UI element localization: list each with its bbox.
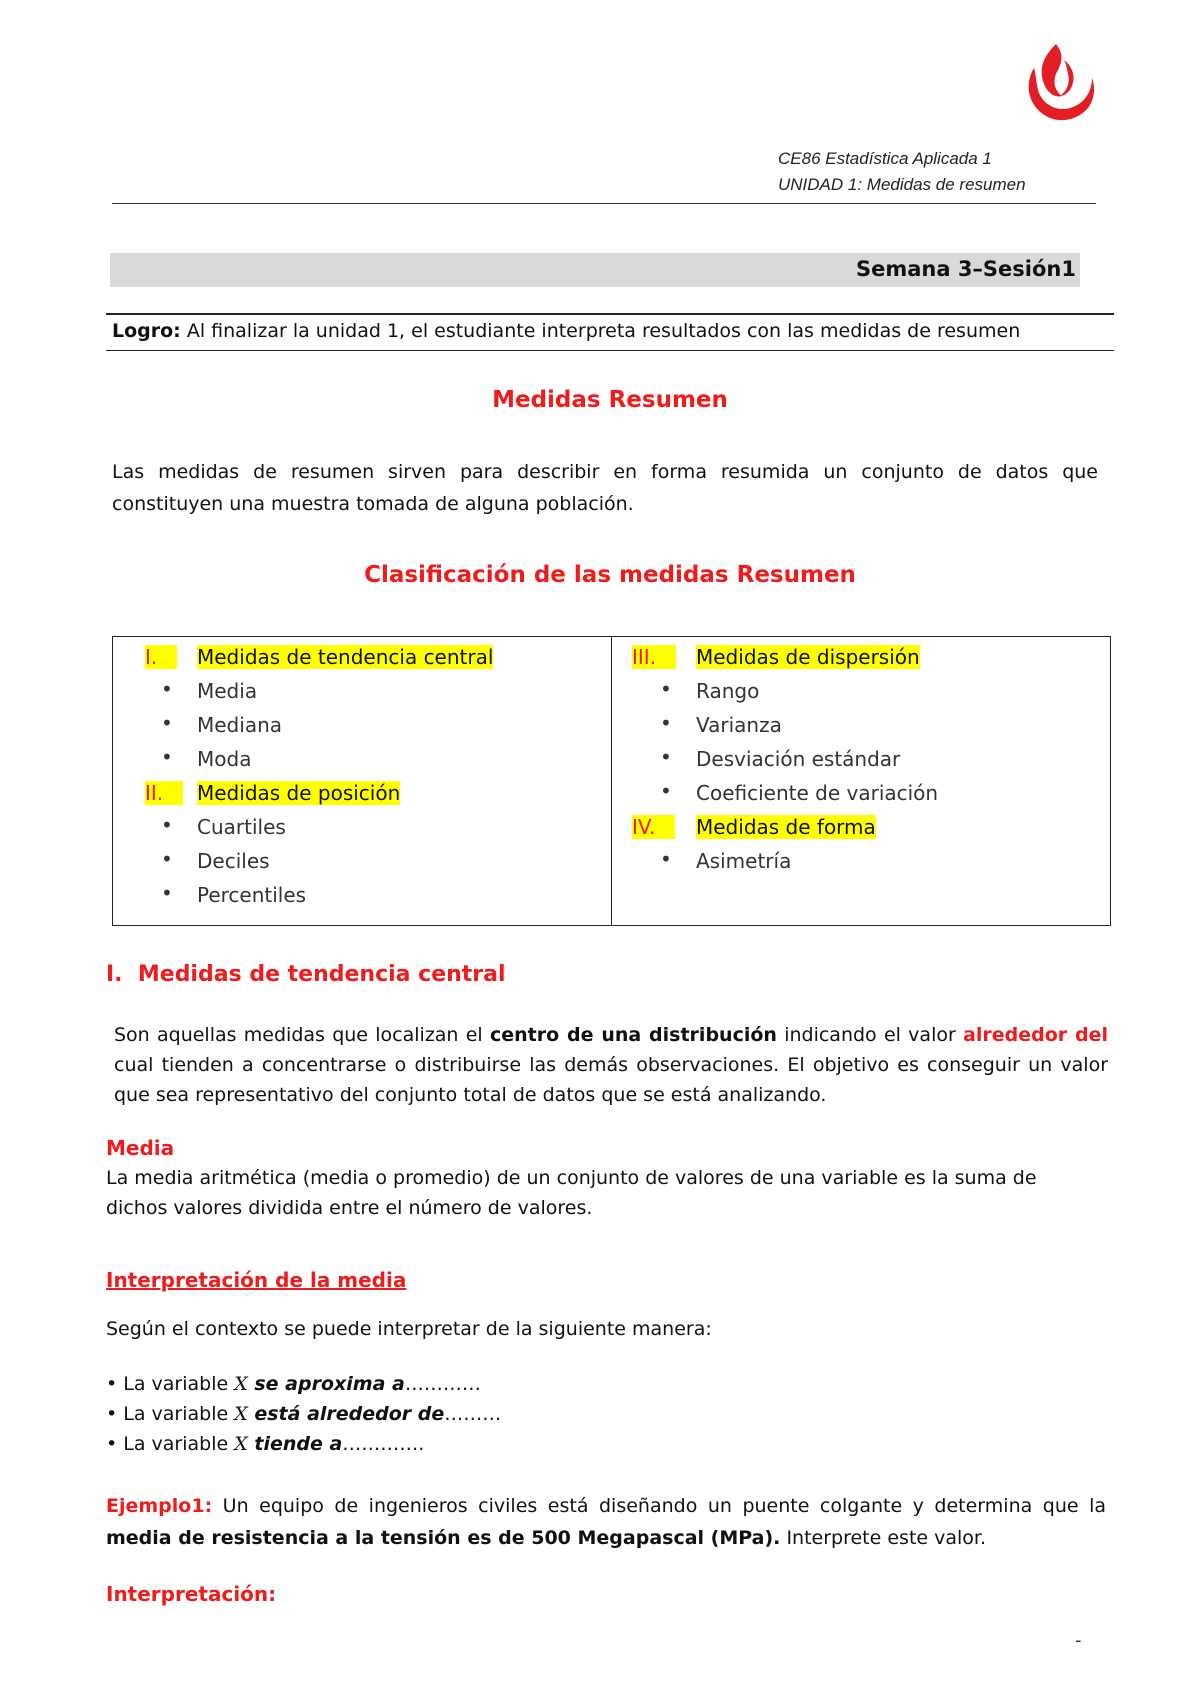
- logro-text: Al finalizar la unidad 1, el estudiante interpreta resultados con las medidas de resumen: [180, 320, 1021, 342]
- week-title: Semana 3–Sesión1: [855, 257, 1076, 281]
- bullet-icon: •: [161, 847, 173, 871]
- logro-top-rule: [106, 313, 1114, 315]
- centro-distribucion-phrase: centro de una distribución: [489, 1024, 777, 1046]
- category-tendencia-central: [113, 643, 611, 677]
- category-number: IV.: [632, 815, 675, 839]
- list-item: • Cuartiles: [161, 813, 286, 839]
- tendencia-central-heading: [106, 962, 506, 987]
- interpretation-bullet: • La variable X se aproxima a…………: [106, 1373, 481, 1395]
- alrededor-phrase: alrededor del: [963, 1024, 1109, 1046]
- bullet-icon: •: [161, 813, 173, 837]
- list-item: • Varianza: [660, 711, 782, 737]
- media-definition: La media aritmética (media o promedio) de un conjunto de valores de una variable es la suma de dichos valores dividida entre el número de valores.: [106, 1167, 1037, 1219]
- category-label: Medidas de forma: [696, 815, 876, 839]
- classification-left-column: [113, 637, 612, 926]
- interpretacion-intro: Según el contexto se puede interpretar de la siguiente manera:: [106, 1318, 712, 1340]
- unit-name: UNIDAD 1: Medidas de resumen: [778, 175, 1026, 194]
- list-item: • Mediana: [161, 711, 282, 737]
- course-name: CE86 Estadística Aplicada 1: [778, 149, 992, 168]
- category-number: I.: [145, 645, 177, 669]
- tendencia-central-description: Son aquellas medidas que localizan el centro de una distribución indicando el valor alrededor del cual tienden a concentrarse o distribuirse las demás observaciones. El objetivo es conseguir un valor que sea representativo del conjunto total de datos que se está analizando.: [114, 1024, 1109, 1106]
- page-mark: -: [1075, 1630, 1082, 1651]
- list-item: • Coeficiente de variación: [660, 779, 939, 805]
- category-number: III.: [632, 645, 676, 669]
- ejemplo1-key-fact: media de resistencia a la tensión es de 500 Megapascal (MPa).: [106, 1527, 781, 1549]
- list-item: • Rango: [660, 677, 760, 703]
- bullet-icon: •: [161, 677, 173, 701]
- interpretacion-label: Interpretación:: [106, 1582, 277, 1606]
- category-label: Medidas de tendencia central: [197, 645, 494, 669]
- bullet-icon: •: [660, 711, 672, 735]
- header-divider: [112, 203, 1096, 204]
- bullet-icon: •: [161, 711, 173, 735]
- bullet-icon: •: [660, 847, 672, 871]
- category-forma: [612, 813, 1110, 847]
- week-banner: [110, 253, 1080, 287]
- classification-right-column: [612, 637, 1111, 926]
- category-dispersion: [612, 643, 1110, 677]
- classification-table: [112, 636, 1111, 926]
- category-label: Medidas de posición: [197, 781, 401, 805]
- category-label: Medidas de dispersión: [696, 645, 920, 669]
- bullet-icon: •: [660, 779, 672, 803]
- media-heading: Media: [106, 1136, 175, 1160]
- bullet-icon: •: [660, 677, 672, 701]
- category-posicion: [113, 779, 611, 813]
- section-title: Medidas de tendencia central: [137, 962, 506, 987]
- list-item: • Moda: [161, 745, 252, 771]
- bullet-icon: •: [161, 881, 173, 905]
- logro-statement: [112, 320, 1020, 342]
- interpretacion-media-heading: Interpretación de la media: [106, 1268, 407, 1292]
- category-number: II.: [145, 781, 183, 805]
- interpretation-bullet: • La variable X tiende a………….: [106, 1433, 425, 1455]
- section-number: I.: [106, 962, 123, 987]
- medidas-resumen-title: Medidas Resumen: [492, 387, 728, 413]
- upc-logo-icon: [1014, 40, 1098, 124]
- interpretation-bullet: • La variable X está alrededor de………: [106, 1403, 502, 1425]
- list-item: • Asimetría: [660, 847, 792, 873]
- logro-bottom-rule: [106, 350, 1114, 351]
- list-item: • Desviación estándar: [660, 745, 901, 771]
- list-item: • Media: [161, 677, 258, 703]
- bullet-icon: •: [660, 745, 672, 769]
- list-item: • Percentiles: [161, 881, 307, 907]
- clasificacion-title: Clasificación de las medidas Resumen: [364, 562, 856, 588]
- bullet-icon: •: [161, 745, 173, 769]
- ejemplo1-paragraph: Ejemplo1: Un equipo de ingenieros civiles está diseñando un puente colgante y determina que la media de resistencia a la tensión es de 500 Megapascal (MPa). Interprete este valor.: [106, 1495, 1106, 1549]
- medidas-resumen-description: Las medidas de resumen sirven para describir en forma resumida un conjunto de datos que constituyen una muestra tomada de alguna población.: [112, 461, 1098, 515]
- list-item: • Deciles: [161, 847, 270, 873]
- logro-label: Logro:: [112, 320, 181, 342]
- ejemplo1-label: Ejemplo1:: [106, 1495, 213, 1517]
